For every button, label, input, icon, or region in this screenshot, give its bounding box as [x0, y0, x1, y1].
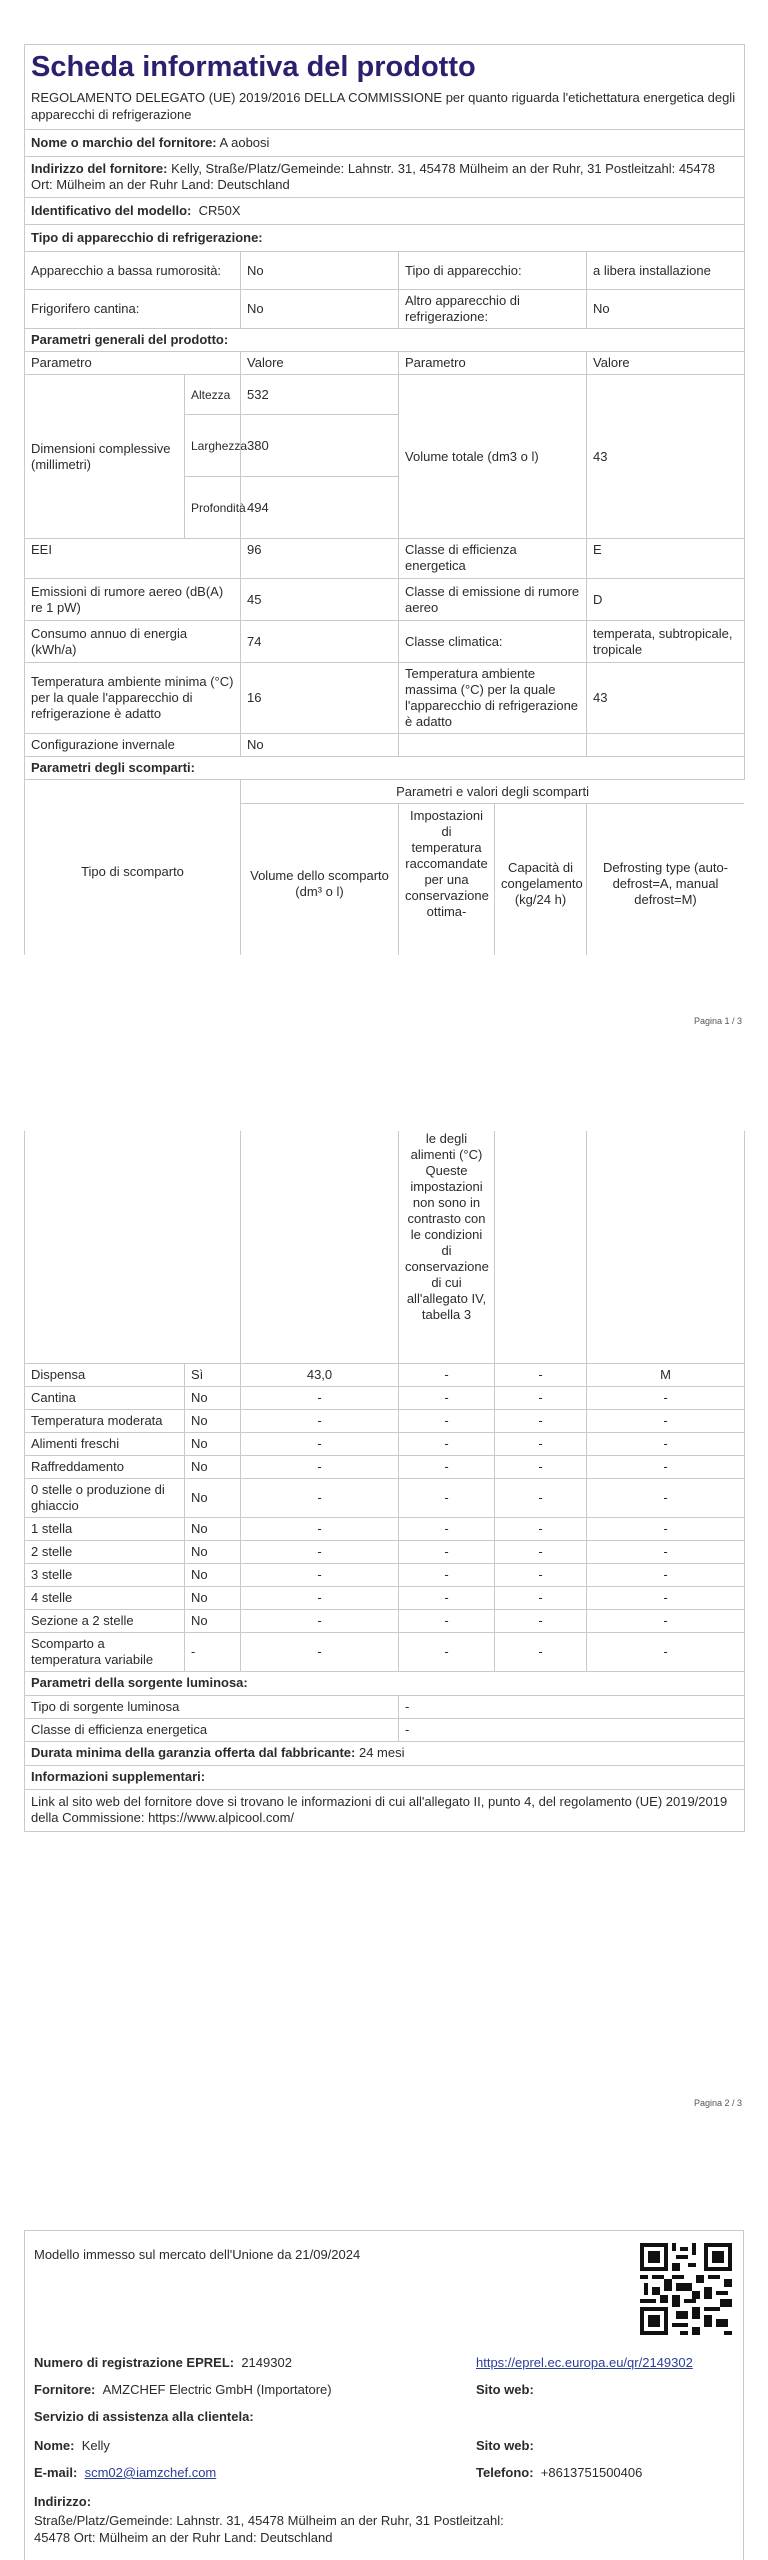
compartment-name: Temperatura moderata [25, 1409, 185, 1432]
consumption-value: 74 [241, 621, 399, 663]
light-type-value: - [399, 1695, 745, 1718]
supplier-address-label: Indirizzo del fornitore: [31, 161, 168, 176]
compartment-temp: - [399, 1517, 495, 1540]
email-label: E-mail: [34, 2465, 78, 2480]
supplier-name: A aobosi [219, 135, 270, 150]
compartments-header-p2 [24, 1131, 745, 1364]
compartment-freeze: - [495, 1386, 587, 1409]
compartment-volume: - [241, 1517, 399, 1540]
compartment-temp: - [399, 1632, 495, 1671]
col-value-2: Valore [587, 352, 745, 375]
compartment-temp: - [399, 1363, 495, 1386]
page-2 [24, 1131, 744, 1832]
width-value: 380 [241, 415, 399, 477]
width-label: Larghezza [185, 415, 241, 477]
max-temp-value: 43 [587, 663, 745, 734]
total-volume-label: Volume totale (dm3 o l) [399, 375, 587, 539]
compartment-defrost: - [587, 1517, 745, 1540]
compartments-table [24, 1363, 745, 1672]
supplier-name-label: Nome o marchio del fornitore: [31, 135, 217, 150]
compartment-present: No [185, 1478, 241, 1517]
eprel-label: Numero di registrazione EPREL: [34, 2355, 235, 2370]
compartment-freeze: - [495, 1609, 587, 1632]
compartment-volume: - [241, 1455, 399, 1478]
col-param-2: Parametro [399, 352, 587, 375]
extra-link[interactable]: https://www.alpicool.com/ [148, 1810, 295, 1825]
noise-label: Emissioni di rumore aereo (dB(A) re 1 pW) [25, 579, 241, 621]
eprel-link[interactable]: https://eprel.ec.europa.eu/qr/2149302 [476, 2355, 693, 2370]
light-class-label: Classe di efficienza energetica [25, 1718, 399, 1741]
compartment-freeze: - [495, 1409, 587, 1432]
eprel-number: 2149302 [241, 2355, 292, 2370]
compartment-row [25, 1586, 745, 1609]
compartment-name: 4 stelle [25, 1586, 185, 1609]
compartment-volume: - [241, 1609, 399, 1632]
noise-class-value: D [587, 579, 745, 621]
compartment-defrost: - [587, 1632, 745, 1671]
compartment-volume: - [241, 1632, 399, 1671]
compartment-present: No [185, 1432, 241, 1455]
noise-class-label: Classe di emissione di rumore aereo [399, 579, 587, 621]
compartment-freeze: - [495, 1478, 587, 1517]
compartment-defrost: - [587, 1609, 745, 1632]
warranty-label: Durata minima della garanzia offerta dal fabbricante: [31, 1745, 356, 1760]
page-1 [24, 44, 744, 955]
compartment-row [25, 1540, 745, 1563]
compartment-freeze: - [495, 1586, 587, 1609]
compartment-defrost: - [587, 1540, 745, 1563]
eei-value: 96 [241, 539, 399, 579]
comp-params-label: Parametri e valori degli scomparti [241, 780, 745, 804]
appliance-type-heading: Tipo di apparecchio di refrigerazione: [25, 225, 745, 252]
general-heading: Parametri generali del prodotto: [25, 329, 745, 352]
service-label: Servizio di assistenza alla clientela: [34, 2409, 254, 2424]
climate-label: Classe climatica: [399, 621, 587, 663]
height-value: 532 [241, 375, 399, 415]
compartment-freeze: - [495, 1563, 587, 1586]
col-value-1: Valore [241, 352, 399, 375]
market-date: Modello immesso sul mercato dell'Unione da 21/09/2024 [34, 2247, 361, 2262]
warranty-value: 24 mesi [358, 1745, 405, 1760]
compartment-volume: - [241, 1540, 399, 1563]
compartment-row [25, 1563, 745, 1586]
name-label: Nome: [34, 2438, 75, 2453]
email-link[interactable]: scm02@iamzchef.com [84, 2465, 217, 2480]
compartment-defrost: - [587, 1586, 745, 1609]
extra-text: Link al sito web del fornitore dove si trovano le informazioni di cui all'allegato II, punto 4, del regolamento (UE) 2019/2019 della Commissione: [31, 1794, 728, 1825]
compartment-volume: 43,0 [241, 1363, 399, 1386]
compartment-name: Cantina [25, 1386, 185, 1409]
compartment-name: 0 stelle o produzione di ghiaccio [25, 1478, 185, 1517]
regulation-text: REGOLAMENTO DELEGATO (UE) 2019/2016 DELLA COMMISSIONE per quanto riguarda l'etichettatura energetica degli apparecchi di refrigerazione [25, 87, 745, 130]
model-id: CR50X [198, 203, 241, 218]
compartment-name: Raffreddamento [25, 1455, 185, 1478]
energy-class-value: E [587, 539, 745, 579]
supplier2-value: AMZCHEF Electric GmbH (Importatore) [102, 2382, 332, 2397]
compartment-row [25, 1409, 745, 1432]
compartment-defrost: - [587, 1563, 745, 1586]
compartment-volume: - [241, 1563, 399, 1586]
compartment-present: No [185, 1517, 241, 1540]
compartment-defrost: - [587, 1386, 745, 1409]
address-label: Indirizzo: [34, 2494, 92, 2509]
compartment-present: No [185, 1386, 241, 1409]
compartment-row [25, 1609, 745, 1632]
total-volume-value: 43 [587, 375, 745, 539]
compartment-name: 1 stella [25, 1517, 185, 1540]
compartment-present: No [185, 1609, 241, 1632]
compartment-defrost: - [587, 1409, 745, 1432]
compartment-row [25, 1517, 745, 1540]
depth-value: 494 [241, 477, 399, 539]
comp-volume-label: Volume dello scomparto (dm³ o l) [241, 804, 399, 956]
header-table [24, 44, 745, 252]
height-label: Altezza [185, 375, 241, 415]
compartment-name: Scomparto a temperatura variabile [25, 1632, 185, 1671]
energy-class-label: Classe di efficienza energetica [399, 539, 587, 579]
extra-heading: Informazioni supplementari: [25, 1765, 745, 1789]
compartment-name: 3 stelle [25, 1563, 185, 1586]
compartment-present: No [185, 1540, 241, 1563]
compartment-freeze: - [495, 1363, 587, 1386]
compartment-defrost: - [587, 1455, 745, 1478]
compartment-name: Sezione a 2 stelle [25, 1609, 185, 1632]
compartment-name: Dispensa [25, 1363, 185, 1386]
compartment-temp: - [399, 1455, 495, 1478]
name-value: Kelly [81, 2438, 110, 2453]
other-value: No [587, 290, 745, 329]
website-label: Sito web: [476, 2382, 534, 2397]
compartment-row [25, 1478, 745, 1517]
low-noise-value: No [241, 252, 399, 290]
winter-label: Configurazione invernale [25, 734, 241, 757]
website2-label: Sito web: [476, 2438, 534, 2453]
compartment-temp: - [399, 1609, 495, 1632]
compartment-freeze: - [495, 1517, 587, 1540]
min-temp-label: Temperatura ambiente minima (°C) per la quale l'apparecchio di refrigerazione è adatto [25, 663, 241, 734]
comp-temp-label: Impostazioni di temperatura raccomandate per una conservazione ottima- [399, 804, 495, 956]
compartment-row [25, 1455, 745, 1478]
compartment-volume: - [241, 1409, 399, 1432]
light-table [24, 1671, 745, 1832]
compartment-defrost: - [587, 1478, 745, 1517]
min-temp-value: 16 [241, 663, 399, 734]
qr-code-icon[interactable] [640, 2243, 732, 2335]
comp-defrost-label: Defrosting type (auto-defrost=A, manual defrost=M) [587, 804, 745, 956]
compartment-defrost: M [587, 1363, 745, 1386]
address-value: Straße/Platz/Gemeinde: Lahnstr. 31, 45478 Mülheim an der Ruhr, 31 Postleitzahl: 45478 Ort: Mülheim an der Ruhr Land: Deutschland [34, 2513, 504, 2545]
compartment-temp: - [399, 1540, 495, 1563]
compartment-name: Alimenti freschi [25, 1432, 185, 1455]
compartment-temp: - [399, 1432, 495, 1455]
appliance-type-value: a libera installazione [587, 252, 745, 290]
other-label: Altro apparecchio di refrigerazione: [399, 290, 587, 329]
compartment-present: No [185, 1586, 241, 1609]
page-title: Scheda informativa del prodotto [25, 45, 745, 88]
depth-label: Profondità [185, 477, 241, 539]
comp-freeze-label: Capacità di congelamento (kg/24 h) [495, 804, 587, 956]
eei-label: EEI [25, 539, 241, 579]
compartment-present: No [185, 1563, 241, 1586]
light-class-value: - [399, 1718, 745, 1741]
phone-label: Telefono: [476, 2465, 534, 2480]
page-number-2: Pagina 2 / 3 [694, 2098, 743, 2108]
winter-value: No [241, 734, 399, 757]
max-temp-label: Temperatura ambiente massima (°C) per la quale l'apparecchio di refrigerazione è adatto [399, 663, 587, 734]
compartment-row [25, 1632, 745, 1671]
wine-label: Frigorifero cantina: [25, 290, 241, 329]
compartment-freeze: - [495, 1432, 587, 1455]
compartment-temp: - [399, 1478, 495, 1517]
compartment-temp: - [399, 1386, 495, 1409]
compartment-present: No [185, 1409, 241, 1432]
climate-value: temperata, subtropicale, tropicale [587, 621, 745, 663]
comp-temp-label-cont: le degli alimenti (°C) Queste impostazioni non sono in contrasto con le condizioni di conservazione di cui all'allegato IV, tabella 3 [399, 1131, 495, 1363]
compartment-volume: - [241, 1386, 399, 1409]
compartment-defrost: - [587, 1432, 745, 1455]
consumption-label: Consumo annuo di energia (kWh/a) [25, 621, 241, 663]
compartment-row [25, 1432, 745, 1455]
appliance-type-label: Tipo di apparecchio: [399, 252, 587, 290]
compartment-volume: - [241, 1432, 399, 1455]
general-params-table [24, 351, 745, 780]
compartment-present: - [185, 1632, 241, 1671]
compartments-heading: Parametri degli scomparti: [25, 757, 745, 780]
page-3 [24, 2230, 744, 2560]
col-param-1: Parametro [25, 352, 241, 375]
light-type-label: Tipo di sorgente luminosa [25, 1695, 399, 1718]
phone-value: +8613751500406 [540, 2465, 643, 2480]
compartment-volume: - [241, 1478, 399, 1517]
light-heading: Parametri della sorgente luminosa: [25, 1671, 745, 1695]
compartment-temp: - [399, 1563, 495, 1586]
compartment-volume: - [241, 1586, 399, 1609]
compartment-row [25, 1363, 745, 1386]
compartment-freeze: - [495, 1455, 587, 1478]
compartment-freeze: - [495, 1540, 587, 1563]
compartment-row [25, 1386, 745, 1409]
comp-type-label: Tipo di scomparto [25, 780, 241, 956]
model-label: Identificativo del modello: [31, 203, 192, 218]
compartments-header-p1 [24, 779, 744, 955]
compartment-present: Sì [185, 1363, 241, 1386]
supplier2-label: Fornitore: [34, 2382, 96, 2397]
noise-value: 45 [241, 579, 399, 621]
compartment-name: 2 stelle [25, 1540, 185, 1563]
low-noise-label: Apparecchio a bassa rumorosità: [25, 252, 241, 290]
wine-value: No [241, 290, 399, 329]
compartment-freeze: - [495, 1632, 587, 1671]
page-number-1: Pagina 1 / 3 [694, 1016, 743, 1026]
compartment-temp: - [399, 1409, 495, 1432]
supplier-address: Kelly, Straße/Platz/Gemeinde: Lahnstr. 31, 45478 Mülheim an der Ruhr, 31 Postleitzahl: 45478 Ort: Mülheim an der Ruhr Land: Deutschland [31, 161, 716, 192]
dims-label: Dimensioni complessive (millimetri) [25, 375, 185, 539]
compartment-present: No [185, 1455, 241, 1478]
appliance-type-table [24, 251, 745, 352]
compartment-temp: - [399, 1586, 495, 1609]
